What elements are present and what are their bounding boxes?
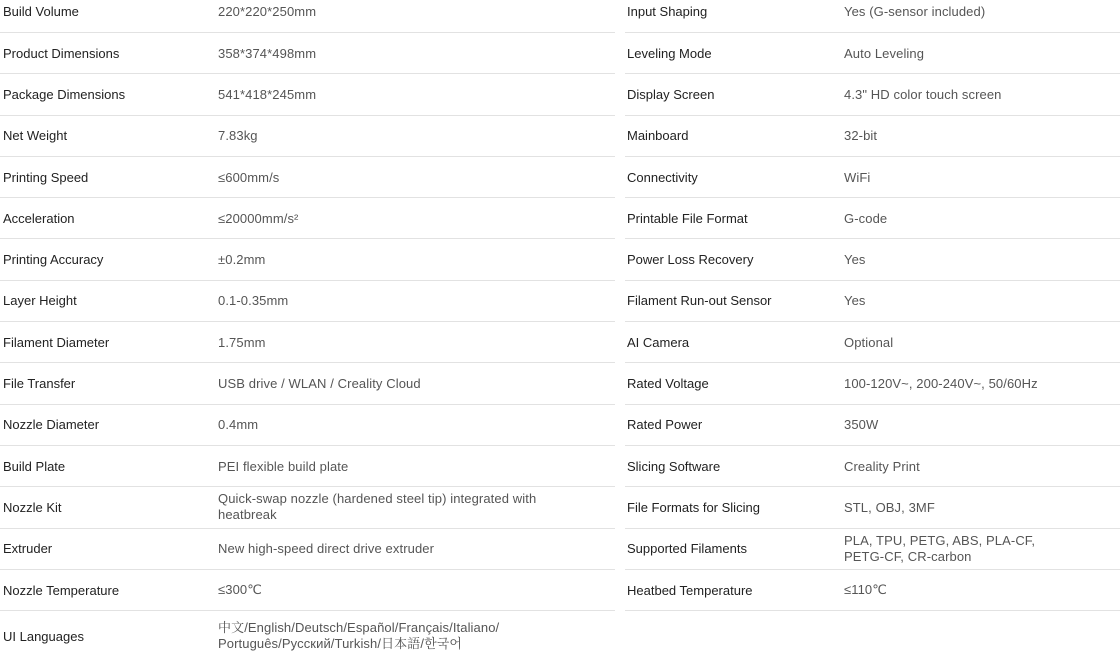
spec-value: ≤20000mm/s² — [218, 210, 299, 226]
spec-value: Creality Print — [844, 458, 920, 474]
spec-value: ≤600mm/s — [218, 169, 280, 185]
spec-row-rated-voltage — [625, 363, 1120, 404]
spec-column-right — [615, 0, 1120, 667]
spec-value-line: PLA, TPU, PETG, ABS, PLA-CF, — [844, 532, 1036, 548]
spec-value: 32-bit — [844, 128, 878, 144]
spec-value: Optional — [844, 334, 894, 350]
spec-value: 7.83kg — [218, 128, 258, 144]
spec-row-filament-runout-sensor — [625, 281, 1120, 322]
spec-label: Build Plate — [3, 458, 66, 474]
spec-value: WiFi — [844, 169, 871, 185]
spec-row-layer-height — [0, 281, 615, 322]
spec-row-printing-accuracy — [0, 239, 615, 280]
spec-value-line: heatbreak — [218, 507, 277, 523]
spec-label: Leveling Mode — [627, 45, 712, 61]
spec-row-filament-diameter — [0, 322, 615, 363]
spec-row-printable-file-format — [625, 198, 1120, 239]
spec-label: Printable File Format — [627, 210, 748, 226]
spec-label: Input Shaping — [627, 4, 708, 19]
spec-label: Mainboard — [627, 128, 689, 144]
spec-value: G-code — [844, 210, 888, 226]
spec-row-file-formats-slicing — [625, 487, 1120, 528]
spec-row-build-plate — [0, 446, 615, 487]
spec-label: Filament Diameter — [3, 334, 110, 350]
spec-label: Nozzle Kit — [3, 499, 62, 515]
spec-label: Build Volume — [3, 4, 79, 19]
spec-value-line: 中文/English/Deutsch/Español/Français/Italiano/ — [218, 620, 500, 636]
spec-value: 1.75mm — [218, 334, 266, 350]
spec-row-nozzle-diameter — [0, 405, 615, 446]
spec-value: ≤110℃ — [844, 582, 887, 597]
spec-label: Acceleration — [3, 210, 75, 226]
spec-value: 220*220*250mm — [218, 4, 317, 19]
spec-label: Rated Voltage — [627, 376, 709, 392]
spec-value: Yes — [844, 293, 866, 309]
spec-label: Supported Filaments — [627, 541, 747, 557]
spec-row-connectivity — [625, 157, 1120, 198]
spec-value: ±0.2mm — [218, 252, 266, 268]
spec-row-heatbed-temperature — [625, 570, 1120, 611]
spec-value-line: Quick-swap nozzle (hardened steel tip) integrated with — [218, 491, 537, 507]
spec-row-nozzle-kit — [0, 487, 615, 528]
spec-label: Layer Height — [3, 293, 77, 309]
spec-row-extruder — [0, 529, 615, 570]
spec-value: USB drive / WLAN / Creality Cloud — [218, 376, 421, 392]
spec-row-rated-power — [625, 405, 1120, 446]
spec-value: Yes — [844, 252, 866, 268]
spec-row-display-screen — [625, 74, 1120, 115]
spec-row-file-transfer — [0, 363, 615, 404]
spec-label: AI Camera — [627, 334, 690, 350]
spec-label: Power Loss Recovery — [627, 252, 754, 268]
spec-row-power-loss-recovery — [625, 239, 1120, 280]
spec-label: Display Screen — [627, 86, 715, 102]
spec-row-product-dimensions — [0, 33, 615, 74]
spec-label: UI Languages — [3, 628, 84, 644]
spec-label: Heatbed Temperature — [627, 582, 753, 598]
spec-value: Yes (G-sensor included) — [844, 4, 986, 19]
spec-row-ui-languages — [0, 611, 615, 661]
spec-label: Rated Power — [627, 417, 703, 433]
spec-value — [844, 533, 1120, 565]
spec-value-line: PETG-CF, CR-carbon — [844, 548, 972, 564]
spec-value: Auto Leveling — [844, 45, 925, 61]
spec-label: Net Weight — [3, 128, 68, 144]
spec-label: Nozzle Diameter — [3, 417, 100, 433]
spec-label: File Formats for Slicing — [627, 499, 760, 515]
spec-value: 350W — [844, 417, 879, 433]
spec-label: Printing Speed — [3, 169, 89, 185]
spec-row-slicing-software — [625, 446, 1120, 487]
spec-row-build-volume — [0, 0, 615, 33]
spec-value: 0.4mm — [218, 417, 259, 433]
spec-value: 100-120V~, 200-240V~, 50/60Hz — [844, 376, 1038, 392]
spec-value: 4.3" HD color touch screen — [844, 86, 1002, 102]
spec-value — [218, 491, 608, 523]
spec-value: 358*374*498mm — [218, 45, 317, 61]
spec-label: Slicing Software — [627, 458, 721, 474]
spec-label: Printing Accuracy — [3, 252, 104, 268]
spec-value: ≤300℃ — [218, 582, 262, 597]
spec-row-input-shaping — [625, 0, 1120, 33]
spec-label: Connectivity — [627, 169, 698, 185]
spec-label: Extruder — [3, 541, 53, 557]
spec-value: 0.1-0.35mm — [218, 293, 289, 309]
spec-row-package-dimensions — [0, 74, 615, 115]
spec-row-acceleration — [0, 198, 615, 239]
spec-label: Filament Run-out Sensor — [627, 293, 772, 309]
spec-row-leveling-mode — [625, 33, 1120, 74]
spec-row-supported-filaments — [625, 529, 1120, 570]
spec-value: STL, OBJ, 3MF — [844, 499, 935, 515]
spec-value: PEI flexible build plate — [218, 458, 349, 474]
spec-row-nozzle-temperature — [0, 570, 615, 611]
spec-label: File Transfer — [3, 376, 76, 392]
spec-label: Package Dimensions — [3, 86, 126, 102]
spec-label: Nozzle Temperature — [3, 582, 120, 598]
spec-value — [218, 620, 608, 652]
spec-value: New high-speed direct drive extruder — [218, 541, 435, 557]
spec-row-mainboard — [625, 116, 1120, 157]
spec-label: Product Dimensions — [3, 45, 120, 61]
spec-value-line: Português/Pусский/Turkish/日本語/한국어 — [218, 636, 463, 652]
spec-row-ai-camera — [625, 322, 1120, 363]
spec-row-printing-speed — [0, 157, 615, 198]
spec-value: 541*418*245mm — [218, 86, 317, 102]
spec-row-net-weight — [0, 116, 615, 157]
